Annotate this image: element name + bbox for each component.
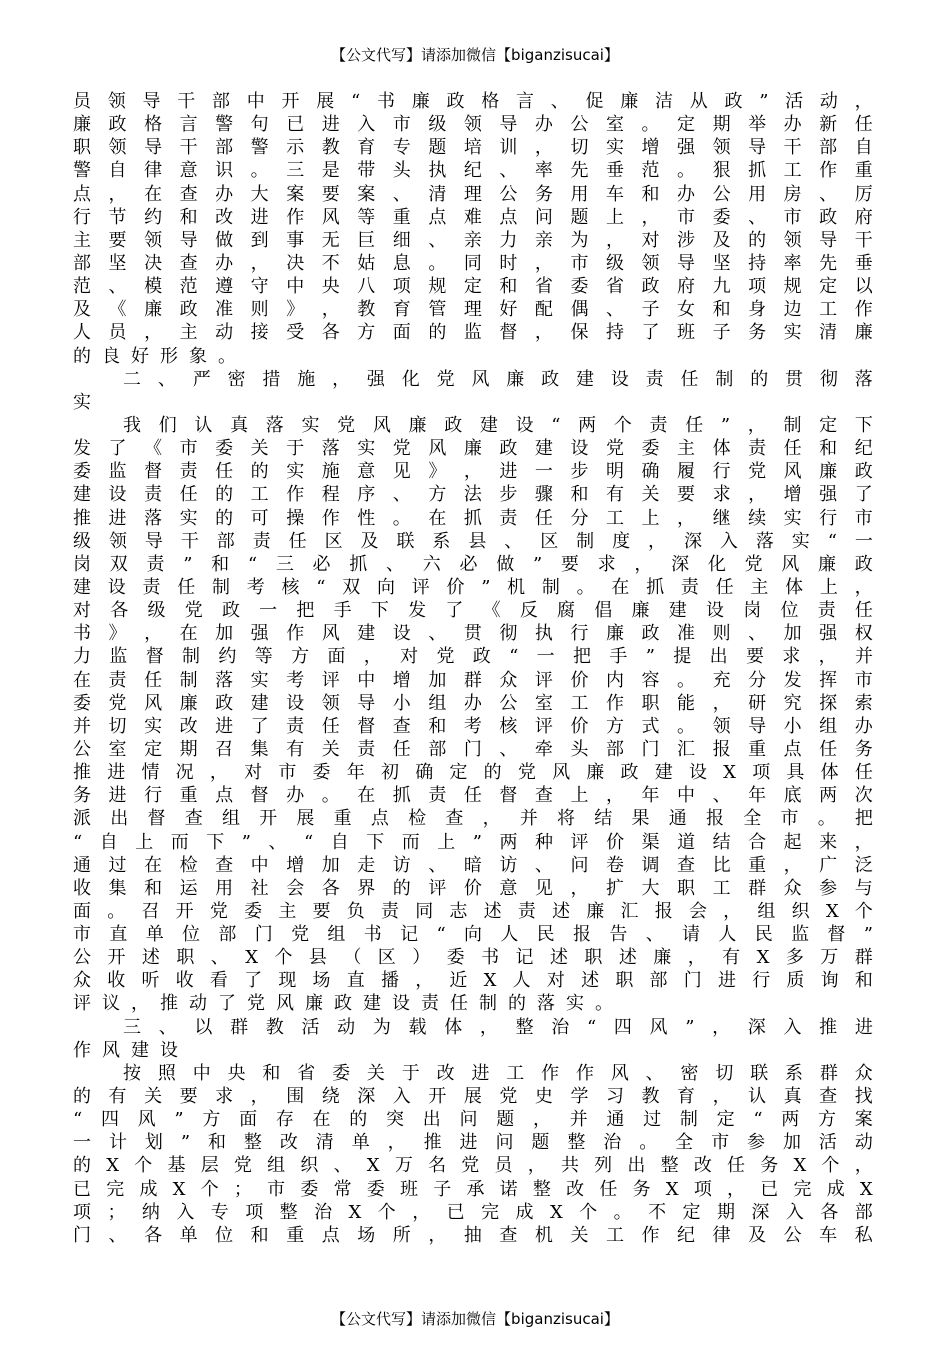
text-line: 众 收 听 收 看 了 现 场 直 播 ， 近 X 人 对 述 职 部 门 进 行 质 询 和 [73,970,873,992]
text-line: 一 计 划 ” 和 整 改 清 单 ， 推 进 问 题 整 治 。 全 市 参 加 活 动 [73,1132,873,1154]
text-line: 范 、 模 范 遵 守 中 央 八 项 规 定 和 省 委 省 政 府 九 项 规 定 以 [73,276,873,298]
text-line: 并 切 实 改 进 了 责 任 督 查 和 考 核 评 价 方 式 。 领 导 小 组 办 [73,715,873,737]
text-line: 已 完 成 X 个 ； 市 委 常 委 班 子 承 诺 整 改 任 务 X 项 ， 已 完 成 X [73,1178,873,1200]
text-line: 书 》 ， 在 加 强 作 风 建 设 、 贯 彻 执 行 廉 政 准 则 、 加 强 权 [73,623,873,645]
text-line: 务 进 行 重 点 督 办 。 在 抓 责 任 督 查 上 ， 年 中 、 年 底 两 次 [73,785,873,807]
text-line: “ 四 风 ” 方 面 存 在 的 突 出 问 题 ， 并 通 过 制 定 “ 两 方 案 [73,1109,873,1131]
text-line: 评 议 ， 推 动 了 党 风 廉 政 建 设 责 任 制 的 落 实 。 [73,993,624,1015]
text-line: “ 自 上 而 下 ” 、 “ 自 下 而 上 ” 两 种 评 价 渠 道 结 合 起 来 ， [73,831,873,853]
text-line: 市 直 单 位 部 门 党 组 书 记 “ 向 人 民 报 告 、 请 人 民 监 督 ” [73,924,873,946]
text-line: 部 坚 决 查 办 ， 决 不 姑 息 。 同 时 ， 市 级 领 导 坚 持 率 先 垂 [73,252,873,274]
text-line: 二 、 严 密 措 施 ， 强 化 党 风 廉 政 建 设 责 任 制 的 贯 彻 落 [123,368,873,390]
text-line: 建 设 责 任 的 工 作 程 序 、 方 法 步 骤 和 有 关 要 求 ， 增 强 了 [73,484,873,506]
text-line: 我 们 认 真 落 实 党 风 廉 政 建 设 “ 两 个 责 任 ” ， 制 定 下 [123,414,873,436]
text-line: 发 了 《 市 委 关 于 落 实 党 风 廉 政 建 设 党 委 主 体 责 任 和 纪 [73,438,873,460]
text-line: 对 各 级 党 政 一 把 手 下 发 了 《 反 腐 倡 廉 建 设 岗 位 责 任 [73,600,873,622]
text-line: 廉 政 格 言 警 句 已 进 入 市 级 领 导 办 公 室 。 定 期 举 办 新 任 [73,114,873,136]
text-line: 的 X 个 基 层 党 组 织 、 X 万 名 党 员 ， 共 列 出 整 改 任 务 X 个 ， [73,1155,873,1177]
text-line: 力 监 督 制 约 等 方 面 ， 对 党 政 “ 一 把 手 ” 提 出 要 求 ， 并 [73,646,873,668]
text-line: 建 设 责 任 制 考 核 “ 双 向 评 价 ” 机 制 。 在 抓 责 任 主 体 上 ， [73,576,873,598]
text-line: 公 室 定 期 召 集 有 关 责 任 部 门 、 牵 头 部 门 汇 报 重 点 任 务 [73,738,873,760]
text-line: 派 出 督 查 组 开 展 重 点 检 查 ， 并 将 结 果 通 报 全 市 。 把 [73,808,873,830]
text-line: 点 ， 在 查 办 大 案 要 案 、 清 理 公 务 用 车 和 办 公 用 房 、 厉 [73,183,873,205]
text-line: 门 、 各 单 位 和 重 点 场 所 ， 抽 查 机 关 工 作 纪 律 及 公 车 私 [73,1224,873,1246]
text-line: 主 要 领 导 做 到 事 无 巨 细 、 亲 力 亲 为 ， 对 涉 及 的 领 导 干 [73,229,873,251]
text-line: 作 风 建 设 [73,1039,189,1061]
text-line: 的 有 关 要 求 ， 围 绕 深 入 开 展 党 史 学 习 教 育 ， 认 真 查 找 [73,1086,873,1108]
text-line: 在 责 任 制 落 实 考 评 中 增 加 群 众 评 价 内 容 。 充 分 发 挥 市 [73,669,873,691]
text-line: 级 领 导 干 部 责 任 区 及 联 系 县 、 区 制 度 ， 深 入 落 实 “ 一 [73,530,873,552]
document-body [73,90,873,1247]
text-line: 推 进 落 实 的 可 操 作 性 。 在 抓 责 任 分 工 上 ， 继 续 实 行 市 [73,507,873,529]
text-line: 三 、 以 群 教 活 动 为 载 体 ， 整 治 “ 四 风 ” ， 深 入 推 进 [123,1016,873,1038]
text-line: 职 领 导 干 部 警 示 教 育 专 题 培 训 ， 切 实 增 强 领 导 干 部 自 [73,137,873,159]
text-line: 公 开 述 职 、 X 个 县 （ 区 ） 委 书 记 述 职 述 廉 ， 有 X 多 万 群 [73,947,873,969]
text-line: 按 照 中 央 和 省 委 关 于 改 进 工 作 作 风 、 密 切 联 系 群 众 [123,1062,873,1084]
page-footer: 【公文代写】请添加微信【biganzisucai】 [331,1310,619,1328]
text-line: 员 领 导 干 部 中 开 展 “ 书 廉 政 格 言 、 促 廉 洁 从 政 ” 活 动 ， [73,91,873,112]
text-line: 实 [73,391,102,413]
text-line: 通 过 在 检 查 中 增 加 走 访 、 暗 访 、 问 卷 调 查 比 重 ， 广 泛 [73,854,873,876]
text-line: 行 节 约 和 改 进 作 风 等 重 点 难 点 问 题 上 ， 市 委 、 市 政 府 [73,206,873,228]
page-header: 【公文代写】请添加微信【biganzisucai】 [331,46,619,64]
text-line: 委 党 风 廉 政 建 设 领 导 小 组 办 公 室 工 作 职 能 ， 研 究 探 索 [73,692,873,714]
text-line: 人 员 ， 主 动 接 受 各 方 面 的 监 督 ， 保 持 了 班 子 务 实 清 廉 [73,322,873,344]
text-line: 收 集 和 运 用 社 会 各 界 的 评 价 意 见 ， 扩 大 职 工 群 众 参 与 [73,877,873,899]
text-line: 项 ； 纳 入 专 项 整 治 X 个 ， 已 完 成 X 个 。 不 定 期 深 入 各 部 [73,1201,873,1223]
text-line: 及 《 廉 政 准 则 》 ， 教 育 管 理 好 配 偶 、 子 女 和 身 边 工 作 [73,299,873,321]
text-line: 委 监 督 责 任 的 实 施 意 见 》 ， 进 一 步 明 确 履 行 党 风 廉 政 [73,461,873,483]
text-line: 面 。 召 开 党 委 主 要 负 责 同 志 述 责 述 廉 汇 报 会 ， 组 织 X 个 [73,900,873,922]
text-line: 推 进 情 况 ， 对 市 委 年 初 确 定 的 党 风 廉 政 建 设 X 项 具 体 任 [73,762,873,784]
text-line: 警 自 律 意 识 。 三 是 带 头 执 纪 、 率 先 垂 范 。 狠 抓 工 作 重 [73,160,873,182]
text-line: 岗 双 责 ” 和 “ 三 必 抓 、 六 必 做 ” 要 求 ， 深 化 党 风 廉 政 [73,553,873,575]
text-line: 的 良 好 形 象 。 [73,345,247,367]
